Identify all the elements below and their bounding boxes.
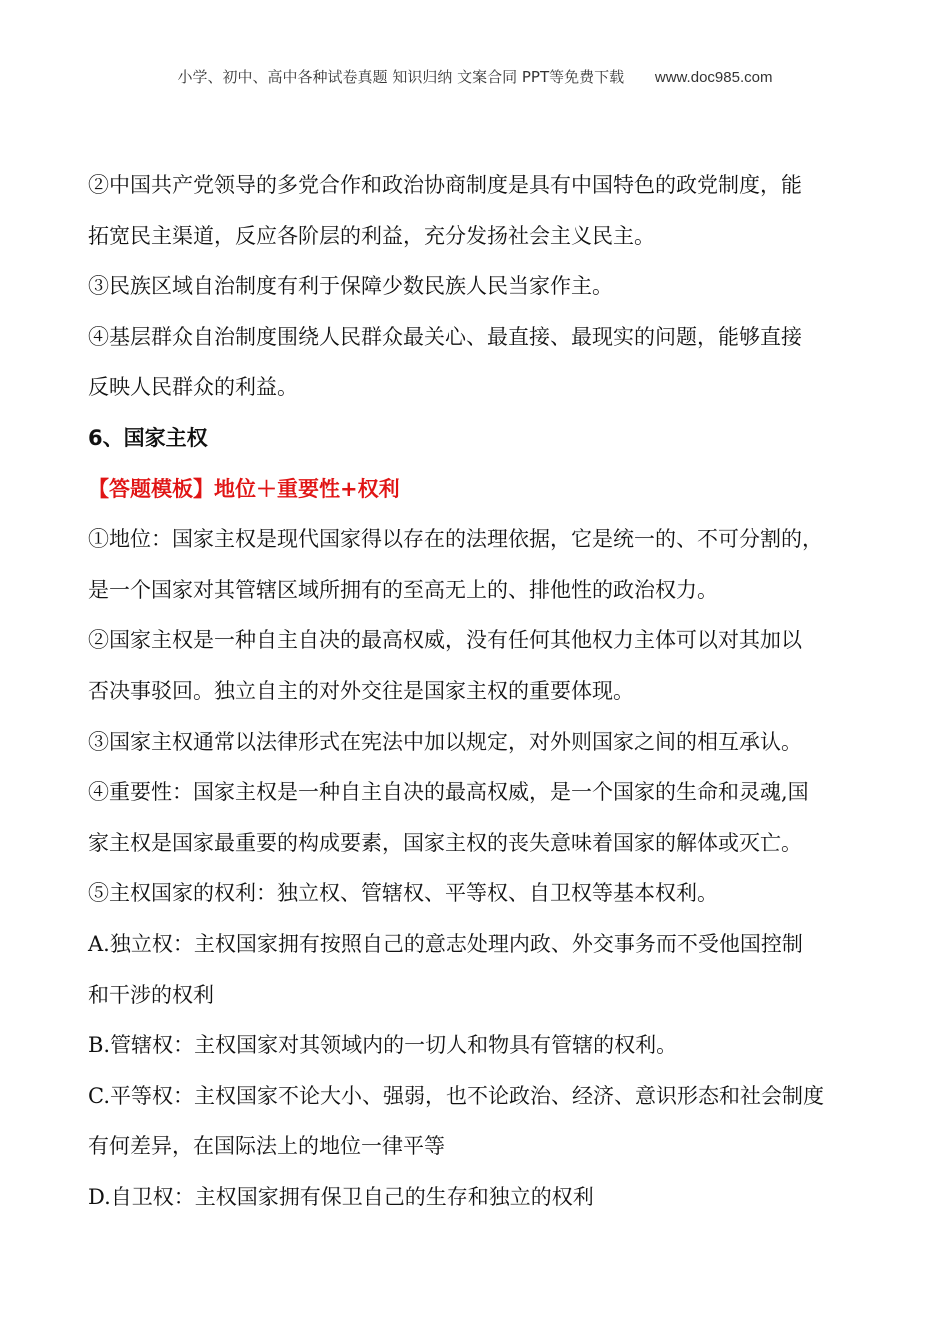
header-text: 小学、初中、高中各种试卷真题 知识归纳 文案合同 PPT等免费下载	[177, 68, 625, 86]
paragraph-line: A.独立权：主权国家拥有按照自己的意志处理内政、外交事务而不受他国控制	[88, 931, 803, 956]
paragraph-line: ④基层群众自治制度围绕人民群众最关心、最直接、最现实的问题，能够直接	[88, 324, 802, 349]
paragraph-line: 反映人民群众的利益。	[88, 375, 298, 400]
paragraph-line: ④重要性：国家主权是一种自主自决的最高权威，是一个国家的生命和灵魂,国	[88, 780, 809, 805]
section-heading: 6、国家主权	[88, 425, 208, 450]
paragraph-line: 是一个国家对其管辖区域所拥有的至高无上的、排他性的政治权力。	[88, 577, 718, 602]
page-header	[0, 66, 950, 87]
paragraph-line: D.自卫权：主权国家拥有保卫自己的生存和独立的权利	[88, 1184, 594, 1209]
answer-template-heading: 【答题模板】地位＋重要性+权利	[88, 476, 400, 501]
paragraph-line: 拓宽民主渠道，反应各阶层的利益，充分发扬社会主义民主。	[88, 223, 655, 248]
paragraph-line: ⑤主权国家的权利：独立权、管辖权、平等权、自卫权等基本权利。	[88, 881, 718, 906]
paragraph-line: 家主权是国家最重要的构成要素，国家主权的丧失意味着国家的解体或灭亡。	[88, 830, 802, 855]
paragraph-line: 和干涉的权利	[88, 982, 214, 1007]
paragraph-line: 有何差异，在国际法上的地位一律平等	[88, 1134, 445, 1159]
paragraph-line: ①地位：国家主权是现代国家得以存在的法理依据，它是统一的、不可分割的，	[88, 527, 823, 552]
paragraph-line: C.平等权：主权国家不论大小、强弱，也不论政治、经济、意识形态和社会制度	[88, 1083, 824, 1108]
header-site-link[interactable]: www.doc985.com	[654, 69, 773, 86]
paragraph-line: ②国家主权是一种自主自决的最高权威，没有任何其他权力主体可以对其加以	[88, 628, 802, 653]
paragraph-line: ③国家主权通常以法律形式在宪法中加以规定，对外则国家之间的相互承认。	[88, 729, 802, 754]
paragraph-line: ②中国共产党领导的多党合作和政治协商制度是具有中国特色的政党制度，能	[88, 173, 802, 197]
paragraph-line: ③民族区域自治制度有利于保障少数民族人民当家作主。	[88, 274, 613, 299]
document-body	[88, 160, 878, 1222]
paragraph-line: B.管辖权：主权国家对其领域内的一切人和物具有管辖的权利。	[88, 1033, 678, 1058]
paragraph-line: 否决事驳回。独立自主的对外交往是国家主权的重要体现。	[88, 678, 634, 703]
